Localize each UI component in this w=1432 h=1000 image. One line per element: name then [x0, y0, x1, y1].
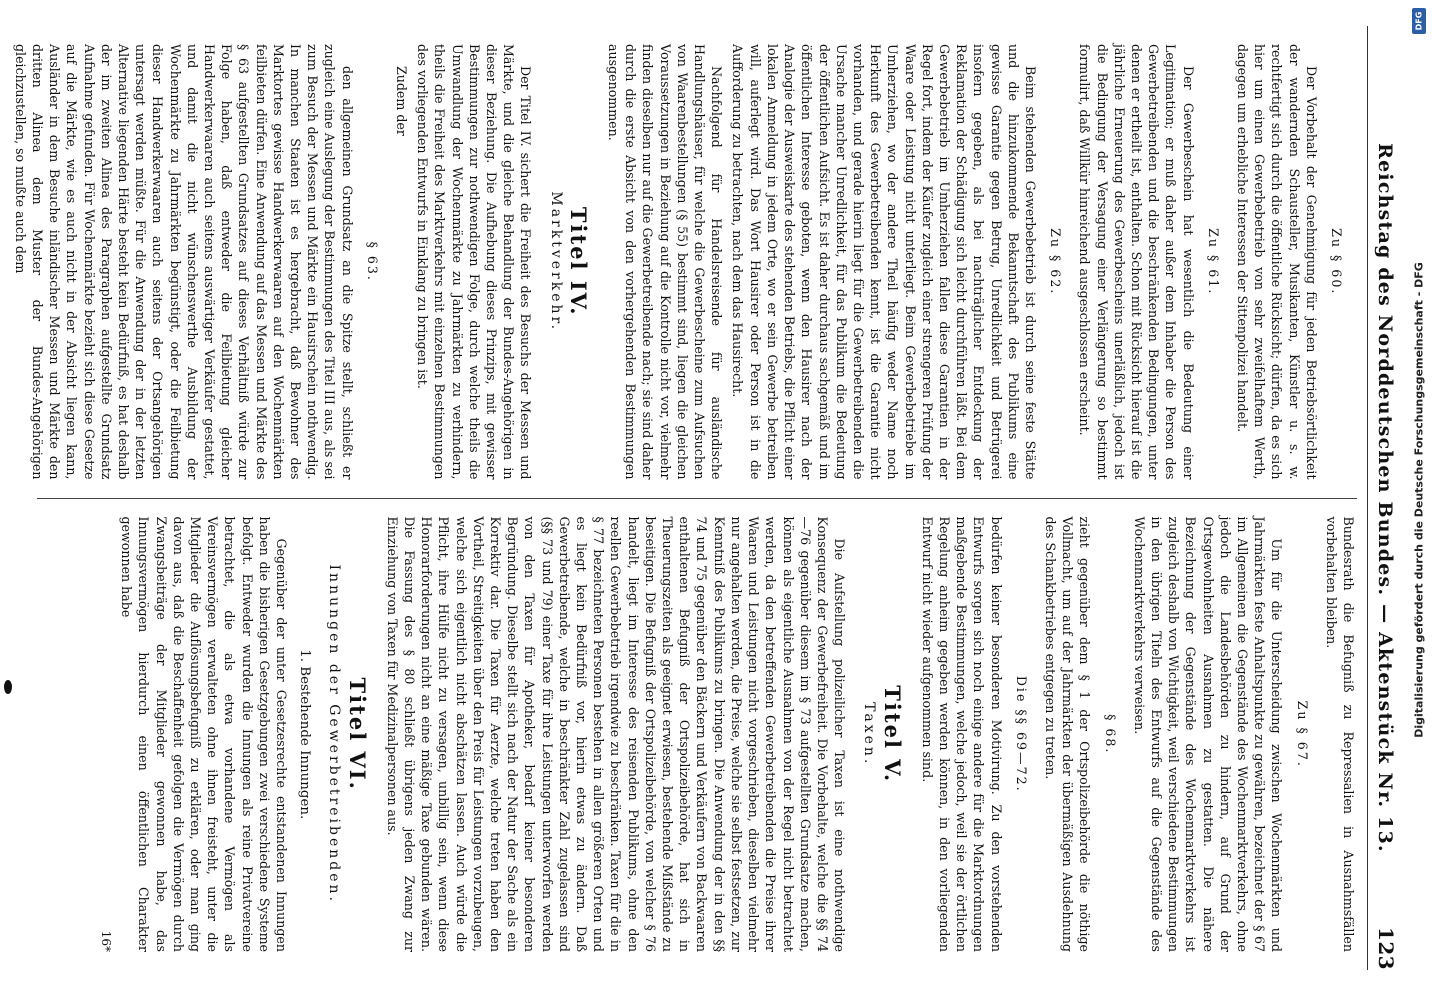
dfg-logo-text: DFG — [1414, 11, 1424, 31]
paragraph-heading: Zu § 61. — [1205, 228, 1221, 296]
section-title: Titel VI. — [344, 677, 370, 791]
body-paragraph: Nachfolgend für Handelsreisende für ausländische Handlungshäuser, für welche die Gewerbescheine zum Aufsuchen von Waarenbestellungen (§ 55) bestimmt sind, liegen die gleichen Voraussetzungen in Beziehung auf die Kontrolle nicht vor, vielmehr finden dieselben nur auf die Gewerbetreibende nach; sie sind daher durch die erste Absicht von den vorhergehenden Bestimmungen ausgenommen. — [606, 44, 725, 480]
section-title: Titel V. — [879, 685, 905, 784]
right-column — [37, 498, 1357, 971]
paragraph-heading: Zu § 62. — [1048, 228, 1064, 296]
paragraph-heading: § 68. — [1102, 714, 1118, 755]
section-subtitle: Taxen. — [861, 702, 878, 767]
digitization-credit — [1406, 0, 1432, 1000]
running-head-title: Reichstag des Norddeutschen Bundes. — Aktenstück Nr. 13. — [1374, 143, 1396, 853]
body-paragraph: Der Titel IV. sichert die Freiheit des Besuchs der Messen und Märkte, und die gleiche Behandlung der Bundes-Angehörigen in dieser Beziehung. Die Aufhebung dieses Prinzips, mit gewisser Bestimmungen zur nothwendigen Folge, durch welche theils die Umwandlung der Wochenmärkte zu Jahrmärkten zu verhindern, theils die Freiheit des Marktverkehrs mit einzelnen Bestimmungen des vorliegenden Entwurfs in Einklang zu bringen ist. — [415, 44, 534, 480]
body-paragraph: den allgemeinen Grundsatz an die Spitze stellt, schließt er zugleich eine Auslegung der Bestimmungen des Titel III aus, als sei zum Besuch der Messen und Märkte ein Hausirschein nothwendig. In manchen Staaten ist es hergebracht, daß Bewohner des Marktortes gewisse Handwerkerwaaren auf den Wochenmärkten feilbieten dürfen. Eine Anwendung auf das Messen und Märkte des § 63 aufgestellten Grundsatzes auf dieses Verhältniß würde zur Folge haben, daß entweder die Feilbietung gleicher Handwerkerwaaren auch seitens auswärtiger Verkäufer gestattet, und damit die nicht wünschenswerthe Ausbildung der Wochenmärkte zu Jahrmärkten begünstigt, oder die Feilbietung dieser Handwerkerwaaren auch seitens der Ortsangehörigen untersagt werden müßte. Für die Anwendung der in der letzten Alternative liegenden Härte besteht kein Bedürfniß, es hat deshalb der im zweiten Alinea des Paragraphen aufgestellte Grundsatz Aufnahme gefunden. Für Wochenmärkte bezieht sich diese Gesetze auf die Märkte, wie es auch nicht in der Absicht liegen kann, Ausländer in dem Besuche inländischer Messen und Märkte den dritten Alinea dem Muster der Bundes-Angehörigen gleichzustellen, so mußte auch dem — [12, 44, 355, 480]
running-head — [1367, 26, 1398, 970]
body-paragraph: Beim stehenden Gewerbebetrieb ist durch seine feste Stätte und die hinzukommende Bekanntschaft des Publikums eine gewisse Garantie gegen Betrug, Unredlichkeit und Betrügerei insofern gegeben, als bei nachträglicher Entdeckung der Reklamation der Schädigung sich leicht durchführen läßt. Bei dem Gewerbebetrieb im Umherziehen fallen diese Garantien in der Regel fort, indem der Käufer zugleich einer strengeren Prüfung der Waare oder Leistung nicht unterliegt. Beim Gewerbebetriebe im Umherziehen, wo der andere Theil häufig weder Name noch Herkunft des Gewerbetreibenden kennt, ist die Garantie nicht vorhanden, und gerade hierin liegt für die Gewerbetreibenden die Ursache mancher Unredlichkeit, für das Publikum die Bedeutung der öffentlichen Aufsicht. Es ist daher durchaus sachgemäß und im öffentlichen Interesse geboten, wenn den Hausirer nach der Analogie der Ausweiskarte des stehenden Betriebs, die Pflicht einer lokalen Anmeldung in jedem Orte, wo er sein Gewerbe betreiben will, auferlegt wird. Das Wort Hausirer oder Person ist in die Aufforderung zu betrachten, nach dem das Hausirecht. — [730, 44, 1038, 480]
body-paragraph: Die Aufstellung polizeilicher Taxen ist eine nothwendige Konsequenz der Gewerbefreiheit. Die Vorbehalte, welche die §§ 74—76 gegenüber diesem im § 73 aufgestellten Grundsatze machen, können als eigentliche Ausnahmen von der Regel nicht betrachtet werden, da den betreffenden Gewerbetreibenden die Preise ihrer Waaren und Leistungen nicht vorgeschrieben, dieselben vielmehr nur angehalten werden, die Preise, welche sie selbst festsetzen, zur Kenntniß des Publikums zu bringen. Die Anwendung der in den §§ 74 und 75 gegenüber den Bäckern und Verkäufern von Backwaaren enthaltenen Befugniß der Ortspolizeibehörde, hat sich in Theuerungszeiten als geeignet erwiesen, bestehende Mißstände zu beseitigen. Die Befugniß der Ortspolizeibehörde, von welcher § 76 handelt, liegt im Interesse des reisenden Publikums, ohne den reellen Gewerbebetrieb irgendwie zu beschränken. Taxen für die in § 77 bezeichneten Personen bestehen in allen größeren Orten und es liegt kein Bedürfniß vor, hierin etwas zu ändern. Daß Gewerbetreibende, welche in beschränkter Zahl zugelassen sind (§§ 73 und 79) einer Taxe für ihre Leistungen unterworfen werden von den Taxen für Apotheker, bedarf keiner besonderen Begründung. Dieselbe stellt sich nach der Natur der Sache als ein Korrektiv dar. Die Taxen für Aerzte, welche treten haben den Vortheil, Streitigkeiten über den Preis für Leistungen vorzubeugen, welche sich eigentlich nicht abschätzen lassen. Auch würde die Pflicht, ihre Hülfe nicht zu versagen, unbillig sein, wenn diese Honorarforderungen nicht an eine mäßige Taxe gebunden wären. Die Fassung des § 80 schließt übrigens jeden Zwang zur Einziehung von Taxen für Medizinalpersonen aus. — [384, 516, 848, 952]
subsection-heading: 1. Bestehende Innungen. — [297, 649, 313, 820]
body-paragraph: Der Vorbehalt der Genehmigung für jeden Betriebsörtlichkeit der wandernden Schausteller, Musikanten, Künstler u. s. w. rechtfertigt sich durch die öffentliche Rücksicht; dürfen, da es sich hier um einen Gewerbebetrieb von sehr zweifelhaftem Werth, dagegen um erhebliche Interessen der Sittenpolizei handelt. — [1234, 44, 1319, 480]
dfg-logo-badge — [1412, 8, 1426, 34]
left-column — [12, 26, 1357, 498]
body-paragraph: Bundesrath die Befugniß zu Repressalien in Ausnahmsfällen vorbehalten bleiben. — [1323, 516, 1356, 952]
paragraph-heading: Zu § 67. — [1294, 700, 1310, 768]
text-columns — [12, 26, 1357, 970]
paragraph-heading: § 63. — [364, 241, 380, 282]
body-paragraph: zieht gegenüber dem § 1 der Ortspolizeibehörde die nöthige Vollmacht, um auf der Jahrmärkten der übermäßigen Ausdehnung des Schankbetriebes entgegen zu treten. — [1042, 516, 1093, 952]
body-paragraph: Zudem der — [394, 66, 410, 136]
digitization-credit-text: Digitalisierung gefördert durch die Deutsche Forschungsgemeinschaft - DFG — [1412, 262, 1426, 738]
body-paragraph: bedürfen keiner besonderen Motivirung. Zu den vorstehenden Entwurfs sorgen sich noch einige andere für die Marktordnungen maßgebende Bestimmungen, welche jedoch, weil sie der örtlichen Regelung anheim gegeben werden können, in den vorliegenden Entwurf nicht wieder aufgenommen sind. — [919, 516, 1004, 952]
page-number: 123 — [1374, 927, 1398, 970]
section-title: Titel IV. — [565, 206, 591, 317]
section-subtitle: Marktverkehr. — [547, 191, 564, 333]
paragraph-heading: Die §§ 69—72. — [1013, 675, 1029, 793]
body-paragraph: Gegenüber der unter Gesetzesrechte entstandenen Innungen haben die bisherigen Gesetzgebungen zwei verschiedene Systeme befolgt. Entweder wurden die Innungen als reine Privatvereine betrachtet, die als etwa vorhandene Vermögen als Vereinsvermögen verwalteten ohne ihnen freisteht, unter die Mitglieder die Auflösungsbefugniß zu erklären, oder man ging davon aus, daß die Beschaffenheit gefolgen die Vermögen durch Zwangsbeiträge der Mitglieder gewonnen habe, das Innungsvermögen hierdurch einen öffentlichen Charakter gewonnen habe — [119, 516, 290, 952]
section-subtitle: Innungen der Gewerbetreibenden. — [326, 564, 343, 904]
document-page — [2, 0, 1412, 1000]
body-paragraph: Der Gewerbeschein hat wesentlich die Bedeutung einer Legitimation; er muß daher außer dem Inhaber die Person des Gewerbetreibenden und die beschränkenden Bedingungen, unter denen er ertheilt ist, enthalten. Schon mit Rücksicht hierauf ist die jährliche Erneuerung des Gewerbescheins unerläßlich, jedoch ist die Bedingung der Versagung einer Verlängerung so bestimmt formulirt, daß Willkür hinreichend ausgeschlossen erscheint. — [1077, 44, 1196, 480]
body-paragraph: Um für die Unterscheidung zwischen Wochenmärkten und Jahrmärkten feste Anhaltspunkte zu gewähren, bezeichnet der § 67 im Allgemeinen die Gegenstände des Wochenmarktverkehrs, ohne jedoch die Landesbehörden zu hindern, auf Grund der Ortsgewohnheiten Ausnahmen zu gestatten. Die nähere Bezeichnung der Gegenstände des Wochenmarktverkehrs ist zugleich deshalb von Wichtigkeit, weil verschiedene Bestimmungen in den übrigen Titeln des Entwurfs auf die Gegenstände des Wochenmarktverkehrs verweisen. — [1131, 516, 1285, 952]
signature-mark: 16* — [99, 930, 113, 952]
paragraph-heading: Zu § 60. — [1329, 228, 1344, 296]
